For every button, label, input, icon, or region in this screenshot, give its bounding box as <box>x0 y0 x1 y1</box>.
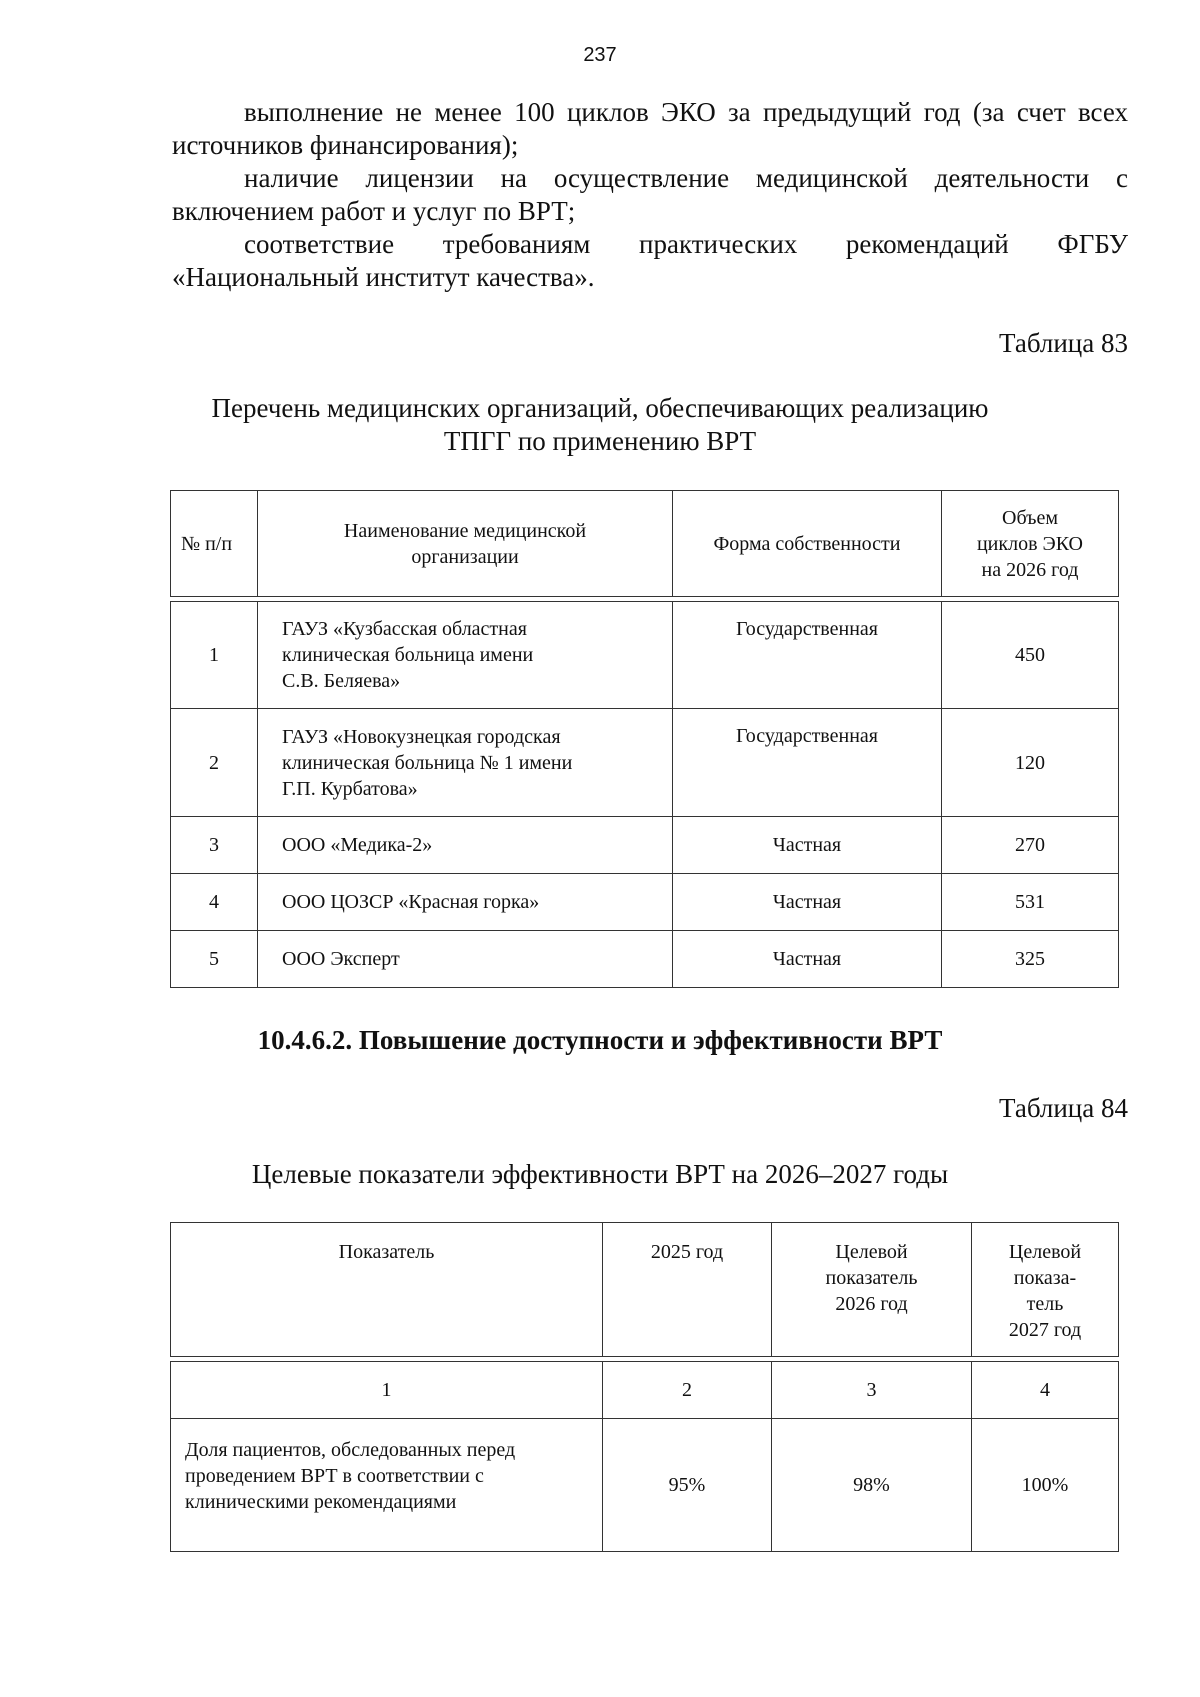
table83-title-line: Перечень медицинских организаций, обеспечивающих реализацию <box>211 393 989 423</box>
criteria-list <box>172 96 1128 294</box>
table-row <box>171 602 1119 709</box>
row-name <box>258 709 673 817</box>
table83-label: Таблица 83 <box>999 328 1128 358</box>
header-volume-line: Объем <box>1002 506 1058 529</box>
row-name-line: клиническая больница № 1 имени <box>282 751 573 774</box>
criterion-line: источников финансирования); <box>172 130 519 160</box>
header-line: 2027 год <box>1008 1319 1082 1341</box>
row-volume: 270 <box>942 817 1119 874</box>
row-num: 5 <box>171 931 258 988</box>
header-indicator: Показатель <box>171 1223 603 1357</box>
header-form: Форма собственности <box>673 491 942 597</box>
table-row <box>171 1419 1119 1552</box>
criterion-line: выполнение не менее 100 циклов ЭКО за предыдущий год (за счет всех <box>244 97 1128 127</box>
row-num: 4 <box>171 874 258 931</box>
row-form: Частная <box>673 931 942 988</box>
table84-header-row <box>171 1223 1119 1357</box>
table83 <box>170 490 1119 988</box>
table83-title-line: ТПГГ по применению ВРТ <box>443 426 757 456</box>
table84-label: Таблица 84 <box>999 1093 1128 1123</box>
row-name: ООО «Медика-2» <box>258 817 673 874</box>
row-volume: 120 <box>942 709 1119 817</box>
header-line: показа- <box>1013 1267 1077 1289</box>
header-volume <box>942 491 1119 597</box>
header-name-line: Наименование медицинской <box>343 519 587 542</box>
table-row <box>171 817 1119 874</box>
row-name <box>258 602 673 709</box>
header-2025: 2025 год <box>603 1223 772 1357</box>
page-number: 237 <box>583 44 617 66</box>
header-line: Целевой <box>835 1241 908 1263</box>
row-num: 3 <box>171 817 258 874</box>
row-form: Государственная <box>673 709 942 817</box>
table84-title: Целевые показатели эффективности ВРТ на 2026–2027 годы <box>251 1159 949 1189</box>
col-number: 2 <box>603 1362 772 1419</box>
row-indicator <box>171 1419 603 1552</box>
criterion-line: наличие лицензии на осуществление медицинской деятельности с <box>244 163 1128 193</box>
table-row <box>171 874 1119 931</box>
criterion-line: соответствие требованиям практических рекомендаций ФГБУ <box>244 229 1128 259</box>
table-row <box>171 709 1119 817</box>
header-name-line: организации <box>411 545 519 568</box>
row-form: Частная <box>673 817 942 874</box>
header-line: Целевой <box>1008 1241 1082 1263</box>
column-number-row <box>171 1362 1119 1419</box>
row-value-2027: 100% <box>972 1419 1119 1552</box>
row-name: ООО ЦОЗСР «Красная горка» <box>258 874 673 931</box>
criterion-line: «Национальный институт качества». <box>172 262 595 292</box>
row-indicator-line: проведением ВРТ в соответствии с <box>185 1465 484 1487</box>
row-name-line: ГАУЗ «Новокузнецкая городская <box>282 725 561 748</box>
table-row <box>171 931 1119 988</box>
row-num: 2 <box>171 709 258 817</box>
table83-header-row <box>171 491 1119 597</box>
header-volume-line: циклов ЭКО <box>976 532 1084 555</box>
header-target-2026 <box>772 1223 972 1357</box>
header-line: показатель <box>825 1267 918 1289</box>
row-name-line: Г.П. Курбатова» <box>282 777 418 800</box>
row-indicator-line: клиническими рекомендациями <box>185 1491 457 1513</box>
row-form: Государственная <box>673 602 942 709</box>
header-target-2027 <box>972 1223 1119 1357</box>
row-value-2025: 95% <box>603 1419 772 1552</box>
col-number: 3 <box>772 1362 972 1419</box>
row-volume: 450 <box>942 602 1119 709</box>
row-form: Частная <box>673 874 942 931</box>
row-volume: 531 <box>942 874 1119 931</box>
criterion-line: включением работ и услуг по ВРТ; <box>172 196 576 226</box>
row-name-line: ГАУЗ «Кузбасская областная <box>282 618 527 640</box>
row-indicator-line: Доля пациентов, обследованных перед <box>185 1439 516 1461</box>
row-value-2026: 98% <box>772 1419 972 1552</box>
row-name: ООО Эксперт <box>258 931 673 988</box>
row-name-line: С.В. Беляева» <box>282 670 401 692</box>
header-line: тель <box>1026 1293 1064 1315</box>
table84 <box>170 1222 1119 1552</box>
row-volume: 325 <box>942 931 1119 988</box>
header-name <box>258 491 673 597</box>
row-num: 1 <box>171 602 258 709</box>
header-num: № п/п <box>171 491 258 597</box>
header-line: 2026 год <box>835 1293 908 1315</box>
table83-title <box>0 392 1200 458</box>
header-volume-line: на 2026 год <box>981 558 1079 581</box>
col-number: 4 <box>972 1362 1119 1419</box>
row-name-line: клиническая больница имени <box>282 644 534 666</box>
col-number: 1 <box>171 1362 603 1419</box>
section-heading: 10.4.6.2. Повышение доступности и эффективности ВРТ <box>257 1025 943 1055</box>
